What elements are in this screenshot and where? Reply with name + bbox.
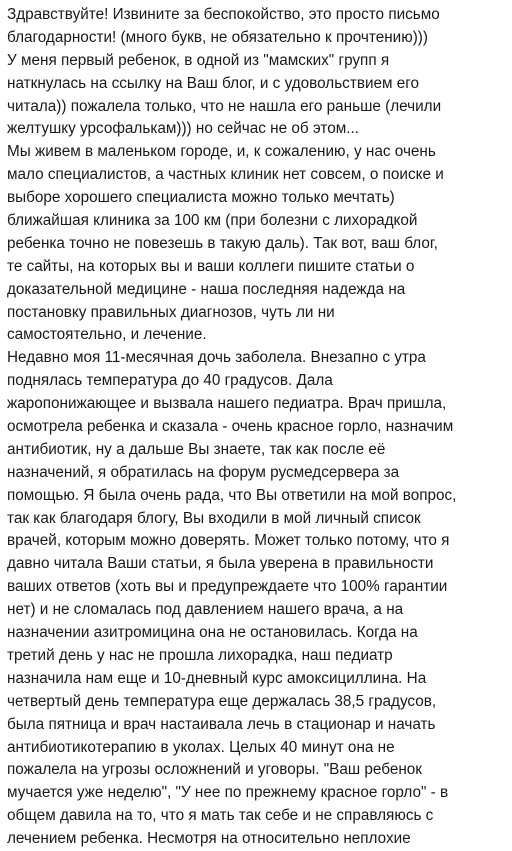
message-line: благодарности! (много букв, не обязательно к прочтению))) [7, 28, 428, 46]
message-line: мало специалистов, а частных клиник нет совсем, о поиске и [7, 166, 444, 184]
message-line: мучается уже неделю", "У нее по прежнему красное горло" - в [7, 784, 449, 802]
message-line: четвертый день температура еще держалась 38,5 градусов, [7, 692, 437, 710]
message-line: наткнулась на ссылку на Ваш блог, и с удовольствием его [7, 74, 420, 92]
message-line: ребенка точно не повезешь в такую даль). Так вот, ваш блог, [7, 234, 438, 252]
message-line: поднялась температура до 40 градусов. Дала [7, 372, 333, 390]
message-line: те сайты, на которых вы и ваши коллеги пишите статьи о [7, 257, 415, 275]
message-line: третий день у нас не прошла лихорадка, наш педиатр [7, 646, 393, 664]
message-line: Здравствуйте! Извините за беспокойство, это просто письмо [7, 6, 440, 23]
message-line: назначении азитромицина она не остановилась. Когда на [7, 624, 418, 642]
message-line: доказательной медицине - наша последняя надежда на [7, 280, 406, 298]
message-line: была пятница и врач настаивала лечь в стационар и начать [7, 715, 436, 733]
message-line: Мы живем в маленьком городе, и, к сожалению, у нас очень [7, 143, 436, 161]
message-line: давно читала Ваши статьи, я была уверена в правильности [7, 555, 434, 573]
message-line: лечением ребенка. Несмотря на относительно неплохие [7, 830, 411, 848]
message-line: пожалела на угрозы осложнений и уговоры. "Ваш ребенок [7, 761, 422, 779]
message-text [7, 4, 510, 851]
message-line: жаропонижающее и вызвала нашего педиатра. Врач пришла, [7, 395, 447, 413]
message-line: общем давила на то, что я мать так себе и не справляюсь с [7, 807, 434, 825]
message-line: назначений, я обратилась на форум русмедсервера за [7, 463, 400, 481]
message-line: так как благодаря блогу, Вы входили в мой личный список [7, 509, 421, 527]
message-line: читала)) пожалела только, что не нашла его раньше (лечили [7, 97, 442, 115]
message-line: ближайшая клиника за 100 км (при болезни с лихорадкой [7, 212, 418, 230]
message-line: У меня первый ребенок, в одной из "мамских" групп я [7, 51, 390, 69]
message-line: антибиотикотерапию в уколах. Целых 40 минут она не [7, 738, 395, 756]
message-line: желтушку урсофалькам))) но сейчас не об этом... [7, 120, 359, 138]
message-line: нет) и не сломалась под давлением нашего врача, а на [7, 601, 404, 619]
message-line: врачей, которым можно доверять. Может только потому, что я [7, 532, 450, 550]
message-line: самостоятельно, и лечение. [7, 326, 207, 344]
message-line: антибиотик, ну а дальше Вы знаете, так как после её [7, 440, 386, 458]
message-line: помощью. Я была очень рада, что Вы ответили на мой вопрос, [7, 486, 457, 504]
message-line: осмотрела ребенка и сказала - очень красное горло, назначим [7, 418, 454, 436]
message-line: выборе хорошего специалиста можно только мечтать) [7, 189, 395, 207]
message-line: Недавно моя 11-месячная дочь заболела. Внезапно с утра [7, 349, 426, 367]
message-line: постановку правильных диагнозов, чуть ли ни [7, 303, 335, 321]
message-line: назначила нам еще и 10-дневный курс амоксициллина. На [7, 669, 427, 687]
message-line: ваших ответов (хоть вы и предупреждаете что 100% гарантии [7, 578, 448, 596]
